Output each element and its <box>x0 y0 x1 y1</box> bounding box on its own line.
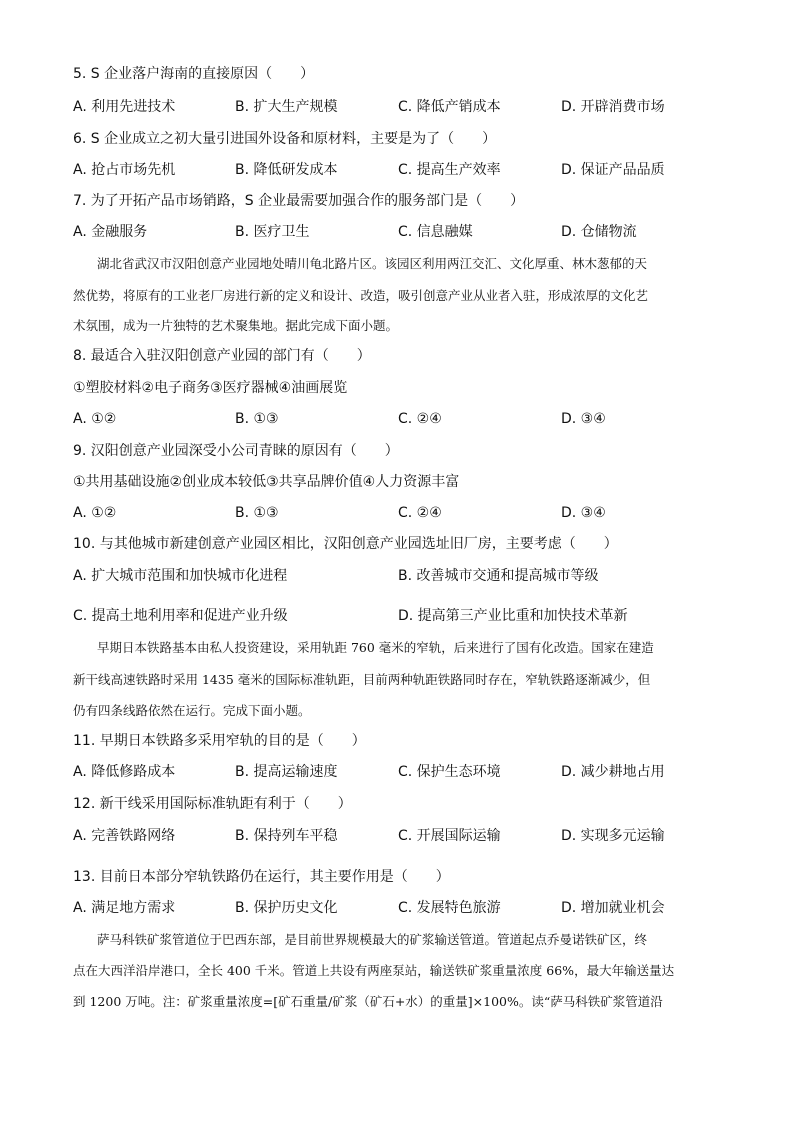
passage-japan-line-3: 仍有四条线路依然在运行。完成下面小题。 <box>73 703 311 718</box>
question-9-option-a: A. ①② <box>73 505 117 521</box>
question-8-option-a: A. ①② <box>73 411 117 427</box>
question-11-option-c: C. 保护生态环境 <box>398 764 501 780</box>
question-10-option-b: B. 改善城市交通和提高城市等级 <box>398 568 599 584</box>
question-5-option-a: A. 利用先进技术 <box>73 99 176 115</box>
question-9-option-c: C. ②④ <box>398 505 442 521</box>
question-13-stem: 13. 目前日本部分窄轨铁路仍在运行，其主要作用是（ ） <box>73 869 450 885</box>
question-9-stem: 9. 汉阳创意产业园深受小公司青睐的原因有（ ） <box>73 443 399 459</box>
question-7-option-d: D. 仓储物流 <box>561 224 637 240</box>
question-11-option-b: B. 提高运输速度 <box>235 764 338 780</box>
question-7-stem: 7. 为了开拓产品市场销路，S 企业最需要加强合作的服务部门是（ ） <box>73 193 525 209</box>
passage-samarco-line-2: 点在大西洋沿岸港口，全长 400 千米。管道上共设有两座泵站，输送铁矿浆重量浓度 66%，最大年输送量达 <box>73 963 675 978</box>
question-10-option-d: D. 提高第三产业比重和加快技术革新 <box>398 608 628 624</box>
question-5-stem: 5. S 企业落户海南的直接原因（ ） <box>73 66 315 82</box>
question-13-option-c: C. 发展特色旅游 <box>398 900 501 916</box>
question-9-option-d: D. ③④ <box>561 505 606 521</box>
question-6-option-d: D. 保证产品品质 <box>561 162 665 178</box>
passage-samarco-line-1: 萨马科铁矿浆管道位于巴西东部，是目前世界规模最大的矿浆输送管道。管道起点乔曼诺铁矿区，终 <box>97 932 648 947</box>
question-13-option-d: D. 增加就业机会 <box>561 900 665 916</box>
question-11-option-d: D. 减少耕地占用 <box>561 764 665 780</box>
question-12-stem: 12. 新干线采用国际标准轨距有利于（ ） <box>73 796 352 812</box>
question-12-option-b: B. 保持列车平稳 <box>235 828 338 844</box>
passage-japan-line-2: 新干线高速铁路时采用 1435 毫米的国际标准轨距，目前两种轨距铁路同时存在，窄轨铁路逐渐减少，但 <box>73 672 651 687</box>
question-5-option-d: D. 开辟消费市场 <box>561 99 665 115</box>
question-6-stem: 6. S 企业成立之初大量引进国外设备和原材料，主要是为了（ ） <box>73 131 497 147</box>
question-13-option-a: A. 满足地方需求 <box>73 900 176 916</box>
question-6-option-b: B. 降低研发成本 <box>235 162 338 178</box>
question-13-option-b: B. 保护历史文化 <box>235 900 338 916</box>
question-7-option-b: B. 医疗卫生 <box>235 224 310 240</box>
question-9-choices: ①共用基础设施②创业成本较低③共享品牌价值④人力资源丰富 <box>73 474 460 490</box>
question-8-stem: 8. 最适合入驻汉阳创意产业园的部门有（ ） <box>73 348 371 364</box>
passage-hanyang-line-3: 术氛围，成为一片独特的艺术聚集地。据此完成下面小题。 <box>73 318 399 333</box>
question-8-option-c: C. ②④ <box>398 411 442 427</box>
passage-hanyang-line-1: 湖北省武汉市汉阳创意产业园地处晴川龟北路片区。该园区利用两江交汇、文化厚重、林木葱郁的天 <box>97 256 648 271</box>
question-5-option-c: C. 降低产销成本 <box>398 99 501 115</box>
question-6-option-a: A. 抢占市场先机 <box>73 162 176 178</box>
question-12-option-a: A. 完善铁路网络 <box>73 828 176 844</box>
question-5-option-b: B. 扩大生产规模 <box>235 99 338 115</box>
question-10-option-c: C. 提高土地利用率和促进产业升级 <box>73 608 288 624</box>
question-11-stem: 11. 早期日本铁路多采用窄轨的目的是（ ） <box>73 733 366 749</box>
question-8-choices: ①塑胶材料②电子商务③医疗器械④油画展览 <box>73 380 348 396</box>
question-8-option-d: D. ③④ <box>561 411 606 427</box>
question-9-option-b: B. ①③ <box>235 505 279 521</box>
question-10-stem: 10. 与其他城市新建创意产业园区相比，汉阳创意产业园选址旧厂房，主要考虑（ ） <box>73 536 618 552</box>
passage-hanyang-line-2: 然优势，将原有的工业老厂房进行新的定义和设计、改造，吸引创意产业从业者入驻，形成浓厚的文化艺 <box>73 288 649 303</box>
question-7-option-c: C. 信息融媒 <box>398 224 473 240</box>
passage-samarco-line-3: 到 1200 万吨。注：矿浆重量浓度=[矿石重量/矿浆（矿石+水）的重量]×100%。读“萨马科铁矿浆管道沿 <box>73 994 663 1009</box>
passage-japan-line-1: 早期日本铁路基本由私人投资建设，采用轨距 760 毫米的窄轨，后来进行了国有化改造。国家在建造 <box>97 640 654 655</box>
question-8-option-b: B. ①③ <box>235 411 279 427</box>
question-6-option-c: C. 提高生产效率 <box>398 162 501 178</box>
question-12-option-c: C. 开展国际运输 <box>398 828 501 844</box>
question-11-option-a: A. 降低修路成本 <box>73 764 176 780</box>
question-7-option-a: A. 金融服务 <box>73 224 148 240</box>
question-10-option-a: A. 扩大城市范围和加快城市化进程 <box>73 568 288 584</box>
question-12-option-d: D. 实现多元运输 <box>561 828 665 844</box>
